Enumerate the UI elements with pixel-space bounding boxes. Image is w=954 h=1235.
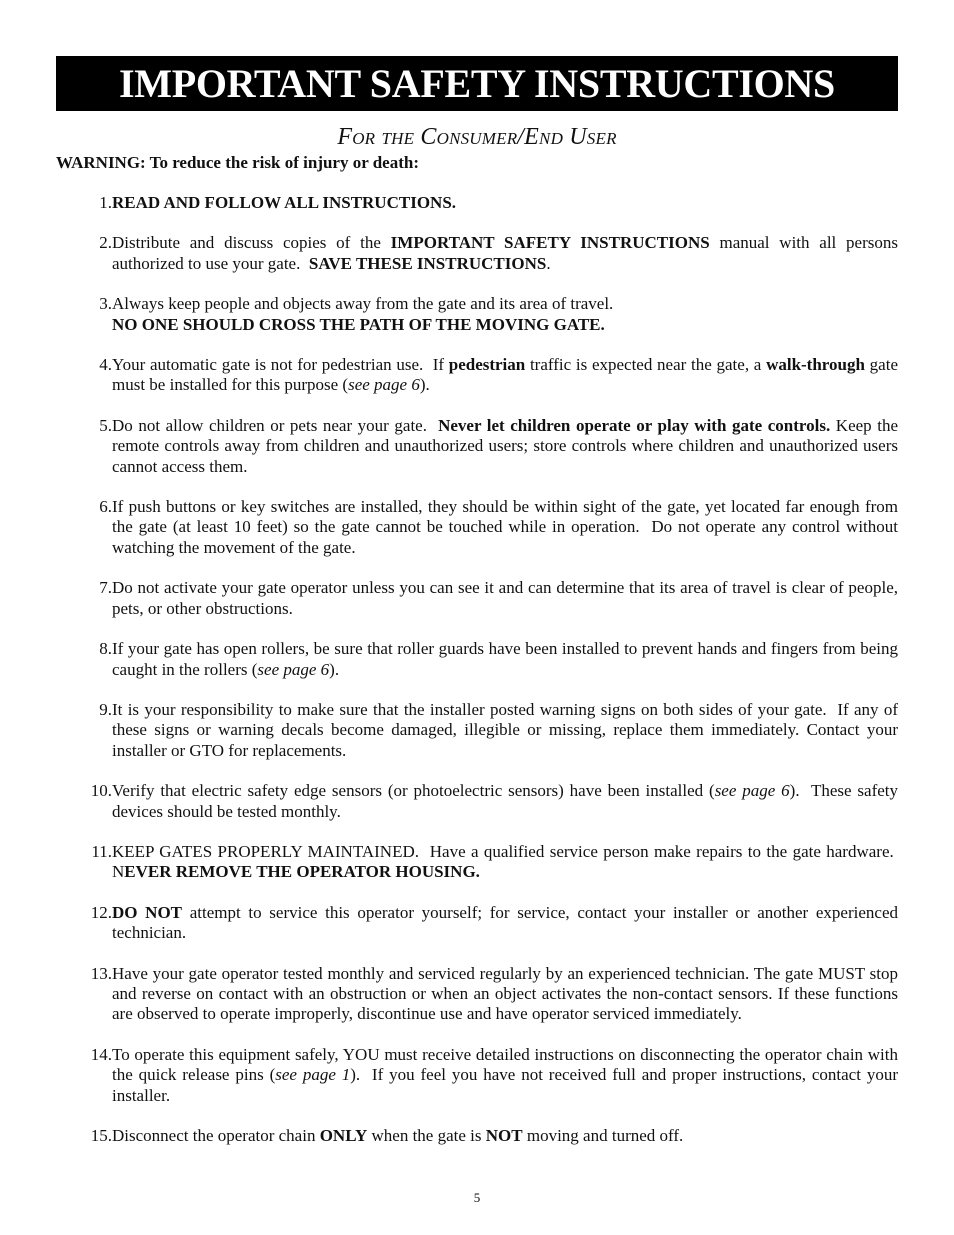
- list-item-number-text: 11.: [91, 841, 112, 861]
- list-item: [56, 497, 898, 558]
- list-item-text: It is your responsibility to make sure that the installer posted warning signs on both sides of your gate. If any of these signs or warning decals become damaged, illegible or missing, replace them immediately. Contact your installer or GTO for replacements.: [112, 699, 898, 760]
- list-item-number: [56, 497, 112, 558]
- list-item-number: [56, 416, 112, 477]
- list-item-text: DO NOT attempt to service this operator yourself; for service, contact your installer or another experienced technician.: [112, 902, 898, 943]
- list-item-number-text: 14.: [90, 1044, 112, 1064]
- list-item: [56, 781, 898, 822]
- page-title: IMPORTANT SAFETY INSTRUCTIONS: [119, 61, 835, 106]
- list-item: [56, 964, 898, 1025]
- title-banner: [56, 56, 898, 111]
- list-item-number: [56, 1045, 112, 1106]
- list-item-text: Disconnect the operator chain ONLY when the gate is NOT moving and turned off.: [112, 1126, 684, 1145]
- list-item-text: Your automatic gate is not for pedestrian use. If pedestrian traffic is expected near the gate, a walk-through gate must be installed for this purpose (see page 6).: [112, 355, 898, 395]
- list-item: [56, 294, 898, 335]
- list-item: [56, 842, 898, 883]
- list-item: [56, 578, 898, 619]
- list-item: [56, 903, 898, 944]
- list-item-number-text: 2.: [99, 233, 112, 253]
- list-item-number: [56, 1126, 112, 1146]
- list-item-number-text: 10.: [90, 781, 112, 801]
- list-item-number-text: 9.: [99, 699, 112, 719]
- list-item-number-text: 4.: [99, 355, 112, 375]
- list-item-number-text: 5.: [99, 415, 112, 435]
- list-item-number: [56, 193, 112, 213]
- list-item-text: Have your gate operator tested monthly and serviced regularly by an experienced technician. The gate MUST stop and reverse on contact with an obstruction or when an object activates the non-contact sensors. If these functions are observed to operate improperly, discontinue use and have operator serviced immediately.: [112, 963, 898, 1024]
- list-item-text: KEEP GATES PROPERLY MAINTAINED. Have a qualified service person make repairs to the gate hardware. NEVER REMOVE THE OPERATOR HOUSING.: [112, 841, 898, 882]
- list-item-number: [56, 842, 112, 883]
- list-item: [56, 233, 898, 274]
- list-item: [56, 1045, 898, 1106]
- list-item-text: Always keep people and objects away from the gate and its area of travel. NO ONE SHOULD CROSS THE PATH OF THE MOVING GATE.: [112, 294, 614, 334]
- list-item-number: [56, 355, 112, 396]
- list-item-number-text: 15.: [90, 1126, 112, 1145]
- list-item: [56, 1126, 898, 1146]
- list-item-number-text: 8.: [99, 639, 112, 659]
- list-item-number-text: 3.: [99, 294, 112, 314]
- list-item-text: Do not allow children or pets near your gate. Never let children operate or play with gate controls. Keep the remote controls away from children and unauthorized users; store controls where children and unauthorized users cannot access them.: [112, 415, 898, 476]
- instructions-list: [56, 193, 898, 1166]
- list-item-number: [56, 639, 112, 680]
- list-item-text: Verify that electric safety edge sensors (or photoelectric sensors) have been installed (see page 6). These safety devices should be tested monthly.: [112, 781, 899, 821]
- list-item: [56, 355, 898, 396]
- list-item-number: [56, 700, 112, 761]
- list-item-number: [56, 781, 112, 822]
- list-item-number-text: 7.: [99, 578, 112, 598]
- list-item-text: To operate this equipment safely, YOU must receive detailed instructions on disconnecting the operator chain with the quick release pins (see page 1). If you feel you have not received full and proper instructions, contact your installer.: [112, 1044, 898, 1105]
- list-item-number: [56, 964, 112, 1025]
- list-item-number: [56, 578, 112, 619]
- warning-heading: WARNING: To reduce the risk of injury or death:: [56, 153, 419, 172]
- list-item-number-text: 12.: [90, 902, 112, 922]
- list-item-text: If your gate has open rollers, be sure that roller guards have been installed to prevent hands and fingers from being caught in the rollers (see page 6).: [112, 639, 898, 679]
- list-item-number-text: 13.: [90, 963, 112, 983]
- list-item-text: Do not activate your gate operator unless you can see it and can determine that its area of travel is clear of people, pets, or other obstructions.: [112, 578, 898, 618]
- page-number: 5: [473, 1190, 481, 1205]
- list-item: [56, 639, 898, 680]
- page-subtitle: For the Consumer/End User: [337, 124, 617, 150]
- list-item-number: [56, 294, 112, 335]
- list-item-text: READ AND FOLLOW ALL INSTRUCTIONS.: [112, 193, 457, 212]
- list-item: [56, 193, 898, 213]
- list-item-number: [56, 903, 112, 944]
- list-item-text: If push buttons or key switches are installed, they should be within sight of the gate, yet located far enough from the gate (at least 10 feet) so the gate cannot be touched while in operation. Do not operate any control without watching the movement of the gate.: [112, 497, 898, 557]
- list-item-number-text: 6.: [99, 497, 112, 517]
- list-item-text: Distribute and discuss copies of the IMPORTANT SAFETY INSTRUCTIONS manual with all persons authorized to use your gate. SAVE THESE INSTRUCTIONS.: [112, 233, 898, 273]
- list-item-number-text: 1.: [99, 193, 112, 212]
- list-item-number: [56, 233, 112, 274]
- list-item: [56, 416, 898, 477]
- list-item: [56, 700, 898, 761]
